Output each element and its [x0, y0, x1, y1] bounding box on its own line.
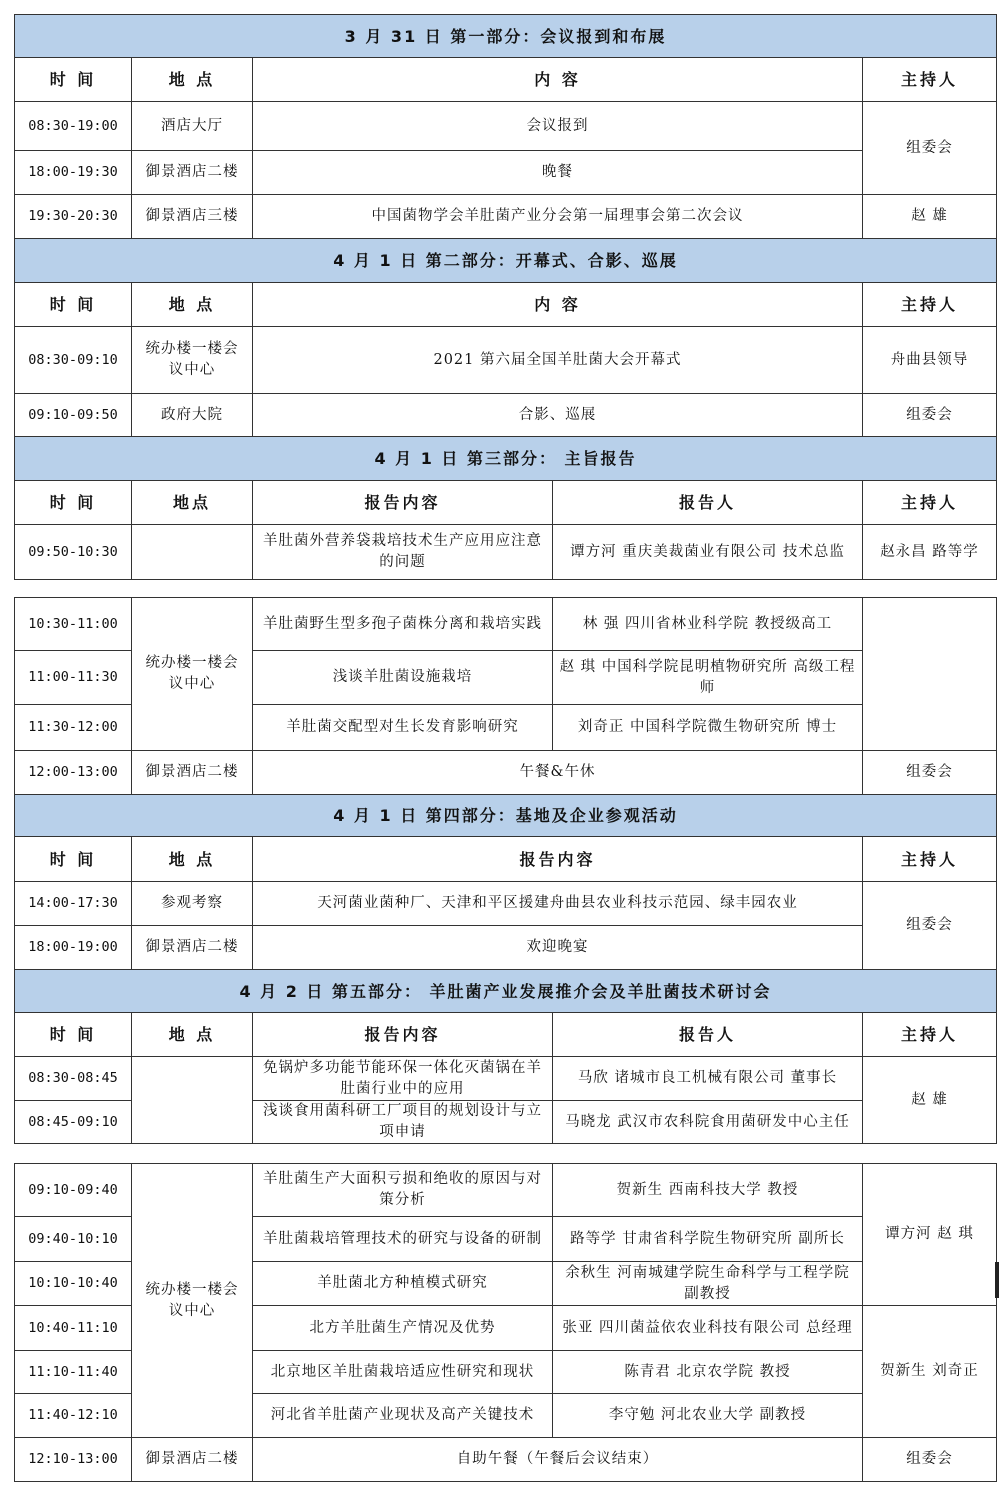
- location-cell: 统办楼一楼会议中心: [132, 598, 253, 751]
- table-row: [15, 751, 997, 795]
- location-cell: 酒店大厅: [132, 102, 253, 151]
- col-location-header: 地 点: [132, 58, 253, 102]
- host-cell: [863, 598, 997, 751]
- col-report-header: 报告内容: [253, 837, 863, 882]
- report-cell: 羊肚菌生产大面积亏损和绝收的原因与对策分析: [253, 1164, 553, 1217]
- col-host-header: 主持人: [863, 58, 997, 102]
- report-cell: 浅谈羊肚菌设施栽培: [253, 651, 553, 705]
- col-location-header: 地 点: [132, 1013, 253, 1057]
- location-cell: 统办楼一楼会议中心: [132, 1164, 253, 1438]
- table-row: [15, 195, 997, 239]
- col-report-header: 报告内容: [253, 481, 553, 525]
- schedule-table-3: [14, 1163, 997, 1482]
- speaker-cell: 刘奇正 中国科学院微生物研究所 博士: [553, 705, 863, 751]
- time-cell: 09:40-10:10: [15, 1217, 132, 1262]
- location-cell: 御景酒店二楼: [132, 151, 253, 195]
- host-cell: 组委会: [863, 1438, 997, 1482]
- schedule-table-1: [14, 14, 997, 580]
- col-host-header: 主持人: [863, 481, 997, 525]
- time-cell: 08:30-19:00: [15, 102, 132, 151]
- section-4-title: 4 月 1 日 第四部分：基地及企业参观活动: [15, 795, 997, 837]
- report-cell: 羊肚菌北方种植模式研究: [253, 1262, 553, 1306]
- speaker-cell: 马晓龙 武汉市农科院食用菌研发中心主任: [553, 1101, 863, 1144]
- time-cell: 11:40-12:10: [15, 1394, 132, 1438]
- location-cell: [132, 525, 253, 580]
- speaker-cell: 赵 琪 中国科学院昆明植物研究所 高级工程师: [553, 651, 863, 705]
- time-cell: 11:30-12:00: [15, 705, 132, 751]
- report-cell: 浅谈食用菌科研工厂项目的规划设计与立项申请: [253, 1101, 553, 1144]
- host-cell: 谭方河 赵 琪: [863, 1164, 997, 1306]
- report-cell: 羊肚菌外营养袋栽培技术生产应用应注意的问题: [253, 525, 553, 580]
- col-speaker-header: 报告人: [553, 1013, 863, 1057]
- speaker-cell: 张亚 四川菌益依农业科技有限公司 总经理: [553, 1306, 863, 1351]
- time-cell: 12:00-13:00: [15, 751, 132, 795]
- content-cell: 欢迎晚宴: [253, 926, 863, 970]
- report-cell: 河北省羊肚菌产业现状及高产关键技术: [253, 1394, 553, 1438]
- time-cell: 14:00-17:30: [15, 882, 132, 926]
- time-cell: 10:40-11:10: [15, 1306, 132, 1351]
- speaker-cell: 谭方河 重庆美裁菌业有限公司 技术总监: [553, 525, 863, 580]
- col-location-header: 地 点: [132, 283, 253, 327]
- section-1-title: 3 月 31 日 第一部分：会议报到和布展: [15, 15, 997, 58]
- col-time-header: 时 间: [15, 481, 132, 525]
- table-row: [15, 882, 997, 926]
- time-cell: 08:30-08:45: [15, 1057, 132, 1101]
- time-cell: 08:45-09:10: [15, 1101, 132, 1144]
- speaker-cell: 马欣 诸城市良工机械有限公司 董事长: [553, 1057, 863, 1101]
- time-cell: 10:10-10:40: [15, 1262, 132, 1306]
- content-cell: 会议报到: [253, 102, 863, 151]
- section-2-title: 4 月 1 日 第二部分：开幕式、合影、巡展: [15, 239, 997, 283]
- content-cell: 合影、巡展: [253, 394, 863, 437]
- time-cell: 11:10-11:40: [15, 1351, 132, 1394]
- table-row: [15, 327, 997, 394]
- col-location-header: 地 点: [132, 837, 253, 882]
- time-cell: 11:00-11:30: [15, 651, 132, 705]
- schedule-table-2: [14, 597, 997, 1144]
- table-row: [15, 151, 997, 195]
- col-time-header: 时 间: [15, 837, 132, 882]
- page-edge-mark: [995, 1262, 999, 1298]
- time-cell: 19:30-20:30: [15, 195, 132, 239]
- col-report-header: 报告内容: [253, 1013, 553, 1057]
- table-row: [15, 598, 997, 651]
- host-cell: 赵 雄: [863, 195, 997, 239]
- content-cell: 中国菌物学会羊肚菌产业分会第一届理事会第二次会议: [253, 195, 863, 239]
- col-host-header: 主持人: [863, 1013, 997, 1057]
- time-cell: 18:00-19:30: [15, 151, 132, 195]
- speaker-cell: 李守勉 河北农业大学 副教授: [553, 1394, 863, 1438]
- location-cell: 御景酒店二楼: [132, 751, 253, 795]
- content-cell: 晚餐: [253, 151, 863, 195]
- time-cell: 09:10-09:40: [15, 1164, 132, 1217]
- report-cell: 羊肚菌栽培管理技术的研究与设备的研制: [253, 1217, 553, 1262]
- location-cell: 政府大院: [132, 394, 253, 437]
- table-row: [15, 926, 997, 970]
- report-cell: 北方羊肚菌生产情况及优势: [253, 1306, 553, 1351]
- host-cell: 舟曲县领导: [863, 327, 997, 394]
- host-cell: 组委会: [863, 751, 997, 795]
- time-cell: 09:10-09:50: [15, 394, 132, 437]
- location-cell: 统办楼一楼会议中心: [132, 327, 253, 394]
- col-time-header: 时 间: [15, 283, 132, 327]
- table-row: [15, 1438, 997, 1482]
- content-cell: 自助午餐（午餐后会议结束）: [253, 1438, 863, 1482]
- location-cell: 御景酒店二楼: [132, 926, 253, 970]
- speaker-cell: 贺新生 西南科技大学 教授: [553, 1164, 863, 1217]
- col-content-header: 内 容: [253, 58, 863, 102]
- host-cell: 组委会: [863, 394, 997, 437]
- table-row: [15, 1057, 997, 1101]
- col-speaker-header: 报告人: [553, 481, 863, 525]
- host-cell: 贺新生 刘奇正: [863, 1306, 997, 1438]
- speaker-cell: 陈青君 北京农学院 教授: [553, 1351, 863, 1394]
- content-cell: 2021 第六届全国羊肚菌大会开幕式: [253, 327, 863, 394]
- table-row: [15, 1164, 997, 1217]
- speaker-cell: 余秋生 河南城建学院生命科学与工程学院 副教授: [553, 1262, 863, 1306]
- content-cell: 天河菌业菌种厂、天津和平区援建舟曲县农业科技示范园、绿丰园农业: [253, 882, 863, 926]
- location-cell: 御景酒店二楼: [132, 1438, 253, 1482]
- col-time-header: 时 间: [15, 58, 132, 102]
- location-cell: 御景酒店三楼: [132, 195, 253, 239]
- report-cell: 羊肚菌交配型对生长发育影响研究: [253, 705, 553, 751]
- table-row: [15, 525, 997, 580]
- table-row: [15, 102, 997, 151]
- host-cell: 组委会: [863, 102, 997, 195]
- location-cell: [132, 1057, 253, 1144]
- speaker-cell: 林 强 四川省林业科学院 教授级高工: [553, 598, 863, 651]
- time-cell: 08:30-09:10: [15, 327, 132, 394]
- section-5-title: 4 月 2 日 第五部分： 羊肚菌产业发展推介会及羊肚菌技术研讨会: [15, 970, 997, 1013]
- table-row: [15, 394, 997, 437]
- time-cell: 09:50-10:30: [15, 525, 132, 580]
- content-cell: 午餐&午休: [253, 751, 863, 795]
- col-content-header: 内 容: [253, 283, 863, 327]
- host-cell: 赵 雄: [863, 1057, 997, 1144]
- col-host-header: 主持人: [863, 837, 997, 882]
- report-cell: 羊肚菌野生型多孢子菌株分离和栽培实践: [253, 598, 553, 651]
- report-cell: 免锅炉多功能节能环保一体化灭菌锅在羊肚菌行业中的应用: [253, 1057, 553, 1101]
- col-location-header: 地点: [132, 481, 253, 525]
- time-cell: 18:00-19:00: [15, 926, 132, 970]
- speaker-cell: 路等学 甘肃省科学院生物研究所 副所长: [553, 1217, 863, 1262]
- location-cell: 参观考察: [132, 882, 253, 926]
- report-cell: 北京地区羊肚菌栽培适应性研究和现状: [253, 1351, 553, 1394]
- section-3-title: 4 月 1 日 第三部分： 主旨报告: [15, 437, 997, 481]
- col-time-header: 时 间: [15, 1013, 132, 1057]
- host-cell: 赵永昌 路等学: [863, 525, 997, 580]
- time-cell: 12:10-13:00: [15, 1438, 132, 1482]
- col-host-header: 主持人: [863, 283, 997, 327]
- time-cell: 10:30-11:00: [15, 598, 132, 651]
- host-cell: 组委会: [863, 882, 997, 970]
